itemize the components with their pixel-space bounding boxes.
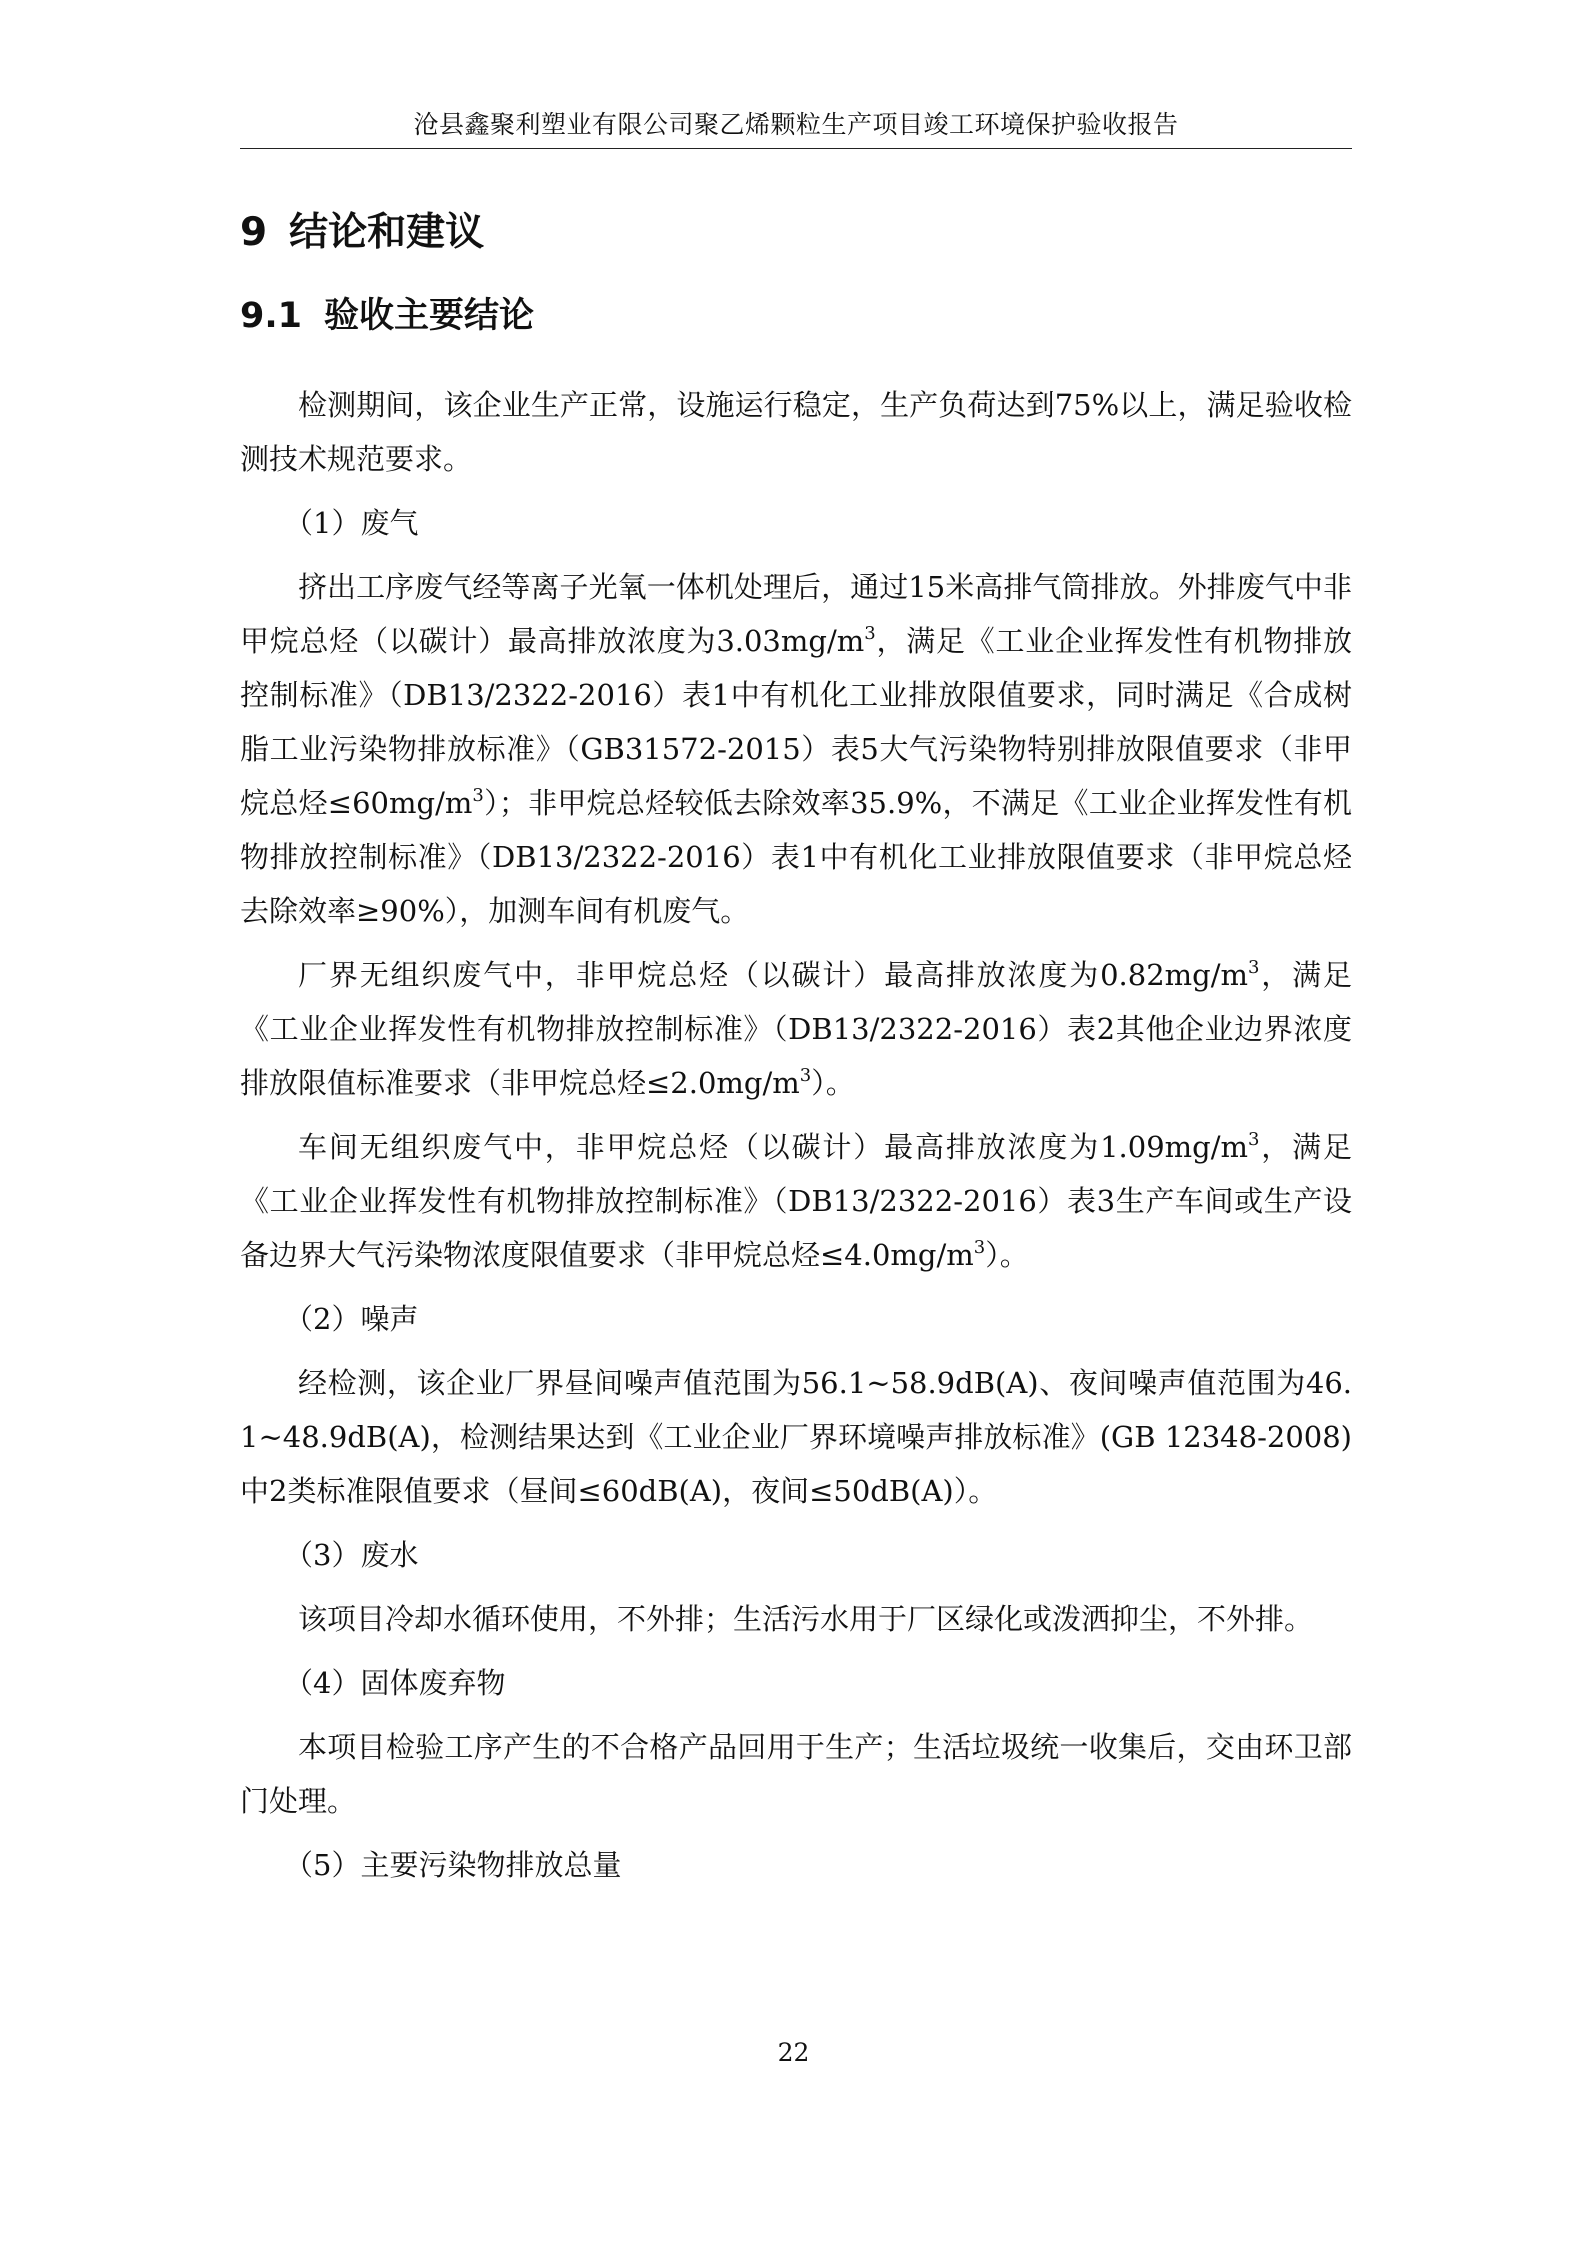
- subsection-number: 9.1: [240, 296, 303, 336]
- total-emission-heading: （5）主要污染物排放总量: [284, 1848, 622, 1882]
- waste-water-heading: （3）废水: [284, 1538, 419, 1572]
- body-content: [240, 378, 1352, 1902]
- superscript: 3: [799, 1065, 812, 1086]
- text-run: ）。: [811, 1066, 855, 1100]
- text-run: 挤出工序废气经等离子光氧一体机处理后，通过15米高排气筒排放。外排废气中非甲烷总烃（以碳计）最高排放浓度为3.03mg/m: [240, 570, 1352, 658]
- superscript: 3: [973, 1237, 986, 1258]
- text-run: ）；非甲烷总烃较低去除效率35.9%，不满足《工业企业挥发性有机物排放控制标准》（DB13/2322-2016）表1中有机化工业排放限值要求（非甲烷总烃去除效率≥90%），加测车间有机废气。: [240, 786, 1352, 928]
- section-number: 9: [240, 210, 268, 255]
- noise-paragraph: 经检测，该企业厂界昼间噪声值范围为56.1~58.9dB(A)、夜间噪声值范围为46.1~48.9dB(A)，检测结果达到《工业企业厂界环境噪声排放标准》(GB 12348-2008) 中2类标准限值要求（昼间≤60dB(A)，夜间≤50dB(A)）。: [240, 1366, 1352, 1508]
- section-heading: [240, 208, 484, 258]
- waste-gas-paragraph-2: [240, 948, 1352, 1110]
- solid-waste-paragraph: 本项目检验工序产生的不合格产品回用于生产；生活垃圾统一收集后，交由环卫部门处理。: [240, 1730, 1352, 1818]
- text-run: ，满足《工业企业挥发性有机物排放控制标准》（DB13/2322-2016）表1中有机化工业排放限值要求，同时满足《合成树脂工业污染物排放标准》（GB31572-2015）表5大气污染物特别排放限值要求（非甲烷总烃≤60mg/m: [240, 624, 1352, 820]
- superscript: 3: [1247, 957, 1260, 978]
- section-title: 结论和建议: [289, 210, 485, 255]
- text-run: ，满足《工业企业挥发性有机物排放控制标准》（DB13/2322-2016）表2其他企业边界浓度排放限值标准要求（非甲烷总烃≤2.0mg/m: [240, 958, 1352, 1100]
- waste-gas-heading: （1）废气: [284, 506, 419, 540]
- waste-gas-paragraph-1: [240, 560, 1352, 938]
- solid-waste-heading: （4）固体废弃物: [284, 1666, 506, 1700]
- text-run: ，满足《工业企业挥发性有机物排放控制标准》（DB13/2322-2016）表3生产车间或生产设备边界大气污染物浓度限值要求（非甲烷总烃≤4.0mg/m: [240, 1130, 1352, 1272]
- header-divider: [240, 148, 1352, 149]
- page-number: 22: [777, 2038, 810, 2067]
- text-run: 车间无组织废气中，非甲烷总烃（以碳计）最高排放浓度为1.09mg/m: [298, 1130, 1248, 1164]
- noise-heading: （2）噪声: [284, 1302, 419, 1336]
- text-run: ）。: [985, 1238, 1029, 1272]
- text-run: 厂界无组织废气中，非甲烷总烃（以碳计）最高排放浓度为0.82mg/m: [298, 958, 1248, 992]
- subsection-title: 验收主要结论: [324, 296, 535, 336]
- waste-gas-paragraph-3: [240, 1120, 1352, 1282]
- page-header: 沧县鑫聚利塑业有限公司聚乙烯颗粒生产项目竣工环境保护验收报告: [413, 110, 1179, 139]
- superscript: 3: [864, 623, 876, 644]
- superscript: 3: [472, 785, 484, 806]
- intro-paragraph: 检测期间，该企业生产正常，设施运行稳定，生产负荷达到75%以上，满足验收检测技术规范要求。: [240, 388, 1352, 476]
- waste-water-paragraph: 该项目冷却水循环使用，不外排；生活污水用于厂区绿化或泼洒抑尘，不外排。: [298, 1602, 1314, 1636]
- superscript: 3: [1247, 1129, 1260, 1150]
- subsection-heading: [240, 293, 534, 339]
